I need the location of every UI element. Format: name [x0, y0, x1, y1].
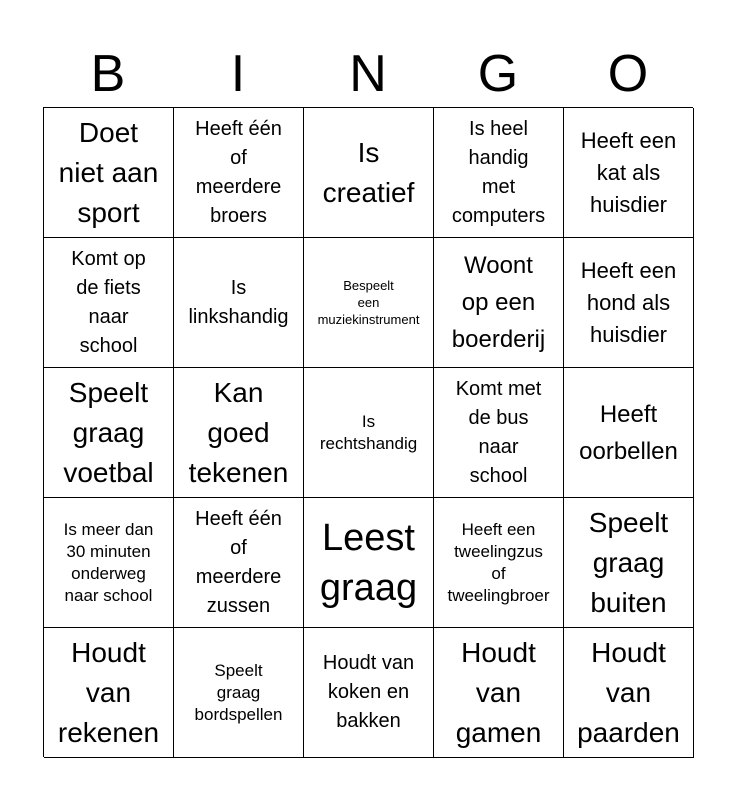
header-letter-b: B	[90, 45, 126, 103]
cell-text: Leest graag	[319, 516, 418, 609]
cell-text: Komt op de fiets naar school	[71, 247, 146, 357]
cell-text: Is meer dan 30 minuten onderweg naar school	[63, 519, 154, 605]
header-letter-g: G	[477, 45, 519, 103]
header-letter-n: N	[349, 45, 387, 103]
bingo-cell[interactable]	[304, 368, 434, 498]
bingo-cell[interactable]	[174, 498, 304, 628]
bingo-cell[interactable]	[434, 238, 564, 368]
cell-text: Is rechtshandig	[319, 411, 418, 453]
bingo-cell[interactable]	[564, 498, 694, 628]
header-letter-i: I	[230, 45, 246, 103]
cell-text: Komt met de bus naar school	[455, 377, 542, 487]
cell-text: Is heel handig met computers	[451, 117, 546, 227]
bingo-cell[interactable]	[564, 108, 694, 238]
bingo-cell[interactable]	[434, 368, 564, 498]
cell-text: Heeft een tweelingzus of tweelingbroer	[447, 519, 550, 605]
bingo-cell[interactable]	[434, 628, 564, 758]
cell-text: Kan goed tekenen	[188, 376, 289, 488]
bingo-cell[interactable]	[304, 238, 434, 368]
cell-text: Heeft oorbellen	[579, 400, 678, 465]
header-letter-o: O	[607, 45, 649, 103]
cell-text: Heeft een kat als huisdier	[580, 127, 677, 217]
bingo-cell[interactable]	[174, 108, 304, 238]
cell-text: Heeft één of meerdere broers	[195, 117, 282, 227]
bingo-cell[interactable]	[304, 498, 434, 628]
cell-text: Houdt van koken en bakken	[322, 652, 415, 732]
bingo-cell[interactable]	[174, 238, 304, 368]
cell-text: Speelt graag bordspellen	[194, 660, 283, 724]
bingo-cell[interactable]	[434, 108, 564, 238]
bingo-cell[interactable]	[434, 498, 564, 628]
cell-text: Woont op een boerderij	[451, 252, 546, 353]
bingo-cell[interactable]	[174, 628, 304, 758]
bingo-cell[interactable]	[564, 628, 694, 758]
bingo-cell[interactable]	[44, 368, 174, 498]
bingo-cell[interactable]	[304, 628, 434, 758]
bingo-cell[interactable]	[44, 108, 174, 238]
cell-text: Heeft een hond als huisdier	[580, 257, 677, 347]
cell-text: Bespeelt een muziekinstrument	[317, 278, 420, 327]
bingo-cell[interactable]	[564, 368, 694, 498]
bingo-cell[interactable]	[44, 238, 174, 368]
cell-text: Is linkshandig	[188, 276, 289, 328]
bingo-cell[interactable]	[304, 108, 434, 238]
cell-text: Houdt van gamen	[455, 636, 542, 748]
bingo-cell[interactable]	[44, 628, 174, 758]
cell-text: Speelt graag buiten	[588, 506, 669, 618]
bingo-cell[interactable]	[44, 498, 174, 628]
bingo-cell[interactable]	[564, 238, 694, 368]
bingo-header	[43, 40, 693, 108]
cell-text: Doet niet aan sport	[58, 116, 159, 228]
cell-text: Houdt van rekenen	[57, 636, 160, 748]
cell-text: Speelt graag voetbal	[63, 376, 154, 488]
cell-text: Is creatief	[322, 136, 415, 208]
bingo-cell[interactable]	[174, 368, 304, 498]
cell-text: Houdt van paarden	[577, 636, 680, 748]
bingo-grid	[43, 107, 693, 757]
cell-text: Heeft één of meerdere zussen	[195, 507, 282, 617]
